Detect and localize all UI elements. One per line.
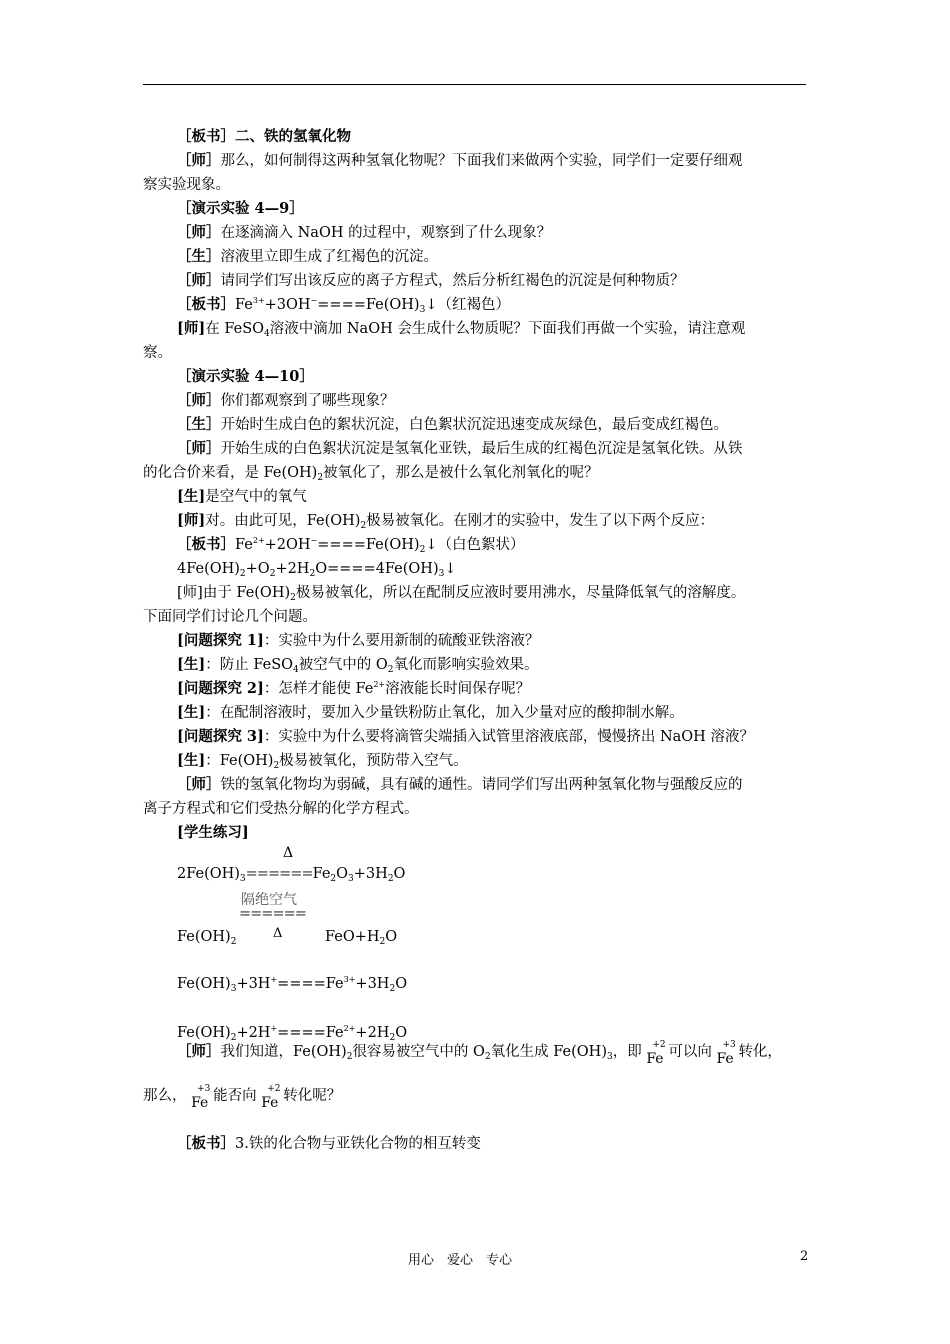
delta-symbol: Δ [283,845,294,861]
practice-equation-3: $Fe(OH)_3+3H^+====Fe^{3+}+3H_2O$ [177,975,408,994]
line-question-reverse: 那么， +3 Fe 能否向 +2 Fe 转化呢？ [143,1084,808,1132]
line-discuss: 下面同学们讨论几个问题。 [143,609,317,625]
line-teacher-oxidized: [师]对。由此可见，$Fe(OH)_2$极易被氧化。在刚才的实验中，发生了以下两个反应： [177,512,715,531]
line-teacher-weak-base: ［师］铁的氢氧化物均为弱碱，具有碱的通性。请同学们写出两种氢氧化物与强酸反应的 [177,776,743,793]
line-practice: [学生练习] [177,824,249,841]
oxidation-fe-plus3: +3 Fe [716,1040,736,1067]
practice-equation-4: $Fe(OH)_2+2H^+====Fe^{2+}+2H_2O$ [177,1024,408,1043]
line-teacher-ionic: ［师］请同学们写出该反应的离子方程式，然后分析红褐色的沉淀是何种物质？ [177,272,685,289]
document-body [143,125,808,1156]
line-student-red: ［生］溶液里立即生成了红褐色的沉淀。 [177,248,438,265]
equation-oxidation: $4Fe(OH)_2+O_2+2H_2O====4Fe(OH)_3↓$ [177,561,457,579]
question-2: [问题探究 2]：怎样才能使 $Fe^{2+}$溶液能长时间保存呢？ [177,680,531,697]
line-teacher-naoh: ［师］在逐滴滴入 NaOH 的过程中，观察到了什么现象？ [177,224,552,241]
page-number: 2 [800,1249,809,1264]
line-board-section-3: ［板书］3.铁的化合物与亚铁化合物的相互转变 [177,1135,481,1152]
line-demo-4-9: ［演示实验 4—9］ [177,200,304,217]
line-teacher-boiling: [师]由于 $Fe(OH)_2$极易被氧化，所以在配制反应液时要用沸水，尽量降低氧气的溶解度。 [177,585,746,603]
line-observe-2: 察。 [143,345,172,361]
line-teacher-what: ［师］你们都观察到了哪些现象？ [177,392,395,409]
oxidation-fe-plus2: +2 Fe [646,1040,666,1067]
equation-fe2-oh: ［板书$]Fe^{2+}+2OH^-====Fe(OH)_2↓$（白色絮状） [177,536,525,555]
line-teacher-question: ［师］那么，如何制得这两种氢氧化物呢？下面我们来做两个实验，同学们一定要仔细观 [177,152,743,169]
oxidation-fe-plus3: +3 Fe [191,1084,211,1111]
question-3: [问题探究 3]：实验中为什么要将滴管尖端插入试管里溶液底部，慢慢挤出 NaOH 溶液？ [177,728,754,745]
practice-equation-1: Δ $2Fe(OH)_3======Fe_2O_3+3H_2O$ [177,845,406,884]
oxidation-fe-plus2: +2 Fe [261,1084,281,1111]
header-rule [143,84,806,85]
line-student-oxygen: [生]是空气中的氧气 [177,488,307,505]
answer-3: [生]：$Fe(OH)_2$极易被氧化，预防带入空气。 [177,752,468,771]
line-teacher-explain: ［师］开始生成的白色絮状沉淀是氢氧化亚铁，最后生成的红褐色沉淀是氢氧化铁。从铁 [177,440,743,457]
line-observe: 察实验现象。 [143,177,230,193]
practice-equation-2: 隔绝空气 ====== $Fe(OH)_2$ Δ $FeO+H_2O$ [177,892,398,947]
equation-fe3-oh: ［板书$]Fe^{3+}+3OH^-====Fe(OH)_3↓$（红褐色） [177,296,510,315]
line-demo-4-10: ［演示实验 4—10］ [177,368,314,385]
condition-label: 隔绝空气 [241,892,297,908]
line-teacher-conversion: ［师］我们知道，$Fe(OH)_2$很容易被空气中的 $O_2$氧化生成 $Fe(OH)_3$，即 +2 Fe 可以向 +3 Fe 转化， [143,1040,808,1084]
delta-symbol: Δ [273,926,283,941]
line-board-title: ［板书］二、铁的氢氧化物 [177,128,351,145]
answer-2: [生]：在配制溶液时，要加入少量铁粉防止氧化，加入少量对应的酸抑制水解。 [177,704,684,721]
question-1: [问题探究 1]：实验中为什么要用新制的硫酸亚铁溶液？ [177,632,540,649]
answer-1: [生]：防止 FeSO$_4$被空气中的 $O_2$氧化而影响实验效果。 [177,656,539,675]
line-teacher-feso4: [师]在 FeSO$_4$溶液中滴加 NaOH 会生成什么物质呢？下面我们再做一个实验，请注意观 [177,320,746,339]
line-valence: 的化合价来看，是 $Fe(OH)_2$被氧化了，那么是被什么氧化剂氧化的呢？ [143,465,599,483]
footer-motto: 用心 爱心 专心 [408,1253,513,1268]
line-write-equations: 离子方程式和它们受热分解的化学方程式。 [143,801,419,817]
line-student-white: ［生］开始时生成白色的絮状沉淀，白色絮状沉淀迅速变成灰绿色，最后变成红褐色。 [177,416,728,433]
reaction-arrow: ====== [239,906,306,922]
